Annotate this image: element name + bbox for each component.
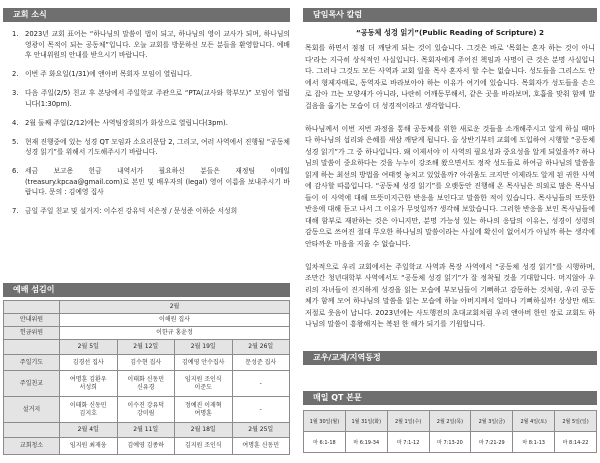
news-item: [8, 29, 290, 61]
news-item-number: 7.: [12, 207, 19, 215]
pastor-column-header: 담임목사 칼럼: [303, 8, 597, 22]
news-item: [8, 88, 290, 109]
dishes-line: 이수진 강유덕: [127, 401, 165, 409]
date-cell: 2월 26일: [232, 340, 290, 355]
news-item-number: 6.: [12, 167, 19, 175]
news-item-text: 금일 주일 친교 및 설거지: 이수진 강유덕 서은정 / 문성준 이하순 서성희: [25, 207, 238, 215]
fellowship-label: 주일친교: [4, 371, 60, 397]
news-item-text: 2월 둘째 주일(2/12)에는 사역팀장회의가 화상으로 열립니다(3pm).: [25, 118, 228, 127]
qt-passage-cell: 마 7:1-12: [387, 432, 429, 453]
news-item-text: 세금 보고용 헌금 내역서가 필요하신 분들은 재정팀 이메일 (treasury.kpcaa@gmail.com)로 본인 및 배우자의 (legal) 영어 이름을 보내주시기 바랍니다. 문의 : 김예영 집사: [25, 167, 290, 196]
month-row: [4, 301, 290, 314]
prayer-label: 주일기도: [4, 355, 60, 371]
news-item-number: 4.: [12, 118, 19, 127]
qt-date-cell: 2월 1일(수): [387, 411, 429, 432]
prayer-cell: 문성준 집사: [232, 355, 290, 371]
date-cell: 2월 11일: [117, 423, 175, 438]
qt-date-cell: 1월 31일(화): [345, 411, 387, 432]
fellowship-line: 서성희: [79, 383, 97, 391]
news-item: [8, 206, 290, 217]
fellowship-line: 이준도: [194, 383, 212, 391]
usher-value: 이해원 집사: [60, 314, 290, 327]
fellowship-cell: [60, 371, 118, 397]
news-item-number: 5.: [12, 137, 19, 146]
news-item-text: 다음 주일(2/5) 친교 후 본당에서 주일학교 주관으로 “PTA(교사와 학부모)” 모임이 열립니다(1:30pm).: [25, 89, 290, 108]
prayer-cell: 김경선 집사: [60, 355, 118, 371]
qt-date-cell: 2월 4일(토): [513, 411, 555, 432]
cleaning-cell: 김지원 조인식: [175, 438, 233, 455]
dishes-line: 이태화 신동민: [69, 401, 107, 409]
cleaning-cell: 여명훈 신동민: [232, 438, 290, 455]
dishes-line: 정예진 이재혁: [184, 401, 222, 409]
daily-qt-header: 매일 QT 본문: [303, 391, 597, 405]
date-corner-cell: [4, 423, 60, 438]
date-cell: 2월 4일: [60, 423, 118, 438]
qt-passage-cell: 마 8:1-13: [513, 432, 555, 453]
fellowship-line: 여명훈 김환우: [69, 375, 107, 383]
community-news-header: 교우/교계/지역동정: [303, 351, 597, 365]
usher-row: [4, 314, 290, 327]
dishes-line: 강미림: [137, 409, 155, 417]
month-cell: 2월: [60, 301, 290, 314]
dishes-line: -: [259, 405, 262, 413]
usher-label: 안내위원: [4, 314, 60, 327]
date-cell: 2월 19일: [175, 340, 233, 355]
worship-servers-header: 예배 섬김이: [3, 283, 290, 297]
qt-passage-cell: 마 6:1-18: [304, 432, 346, 453]
column-paragraph: 하나님께서 이번 저번 과정을 통해 공동체를 위한 새로운 것들을 소개해주시고 알게 하실 때마다 하나님의 섭리와 은혜를 새삼 깨닫게 됩니다. 올 상반기부터 교회에 도입하여 시행할 “공동체 성경 읽기”가 그 중 하나입니다. 왜 이제서야 이 사역의 필요성과 중요성을 알게 되었을까? 하나님의 말씀이 중요하다는 것을 누누이 강조해 왔으면서도 정작 성도들로 하여금 하나님의 말씀을 읽게 하는 최선의 방법을 여태껏 놓치고 있었을까? 아쉬움도 크지만 이제라도 알게 된 귀한 사역에 감사할 따름입니다. “공동체 성경 읽기”를 오랫동안 진행해 온 목사님은 의외로 많은 목사님들이 이 사역에 대해 뜨뜻미지근한 반응을 보인다고 말씀한 적이 있습니다. 목사님들의 뜨뜻한 반응에 대해 듣고 나서 그 이유가 무엇일까? 생각해 보았습니다. 그러한 반응을 보인 목사님들에 대해 함부로 재판하는 것은 아니지만, 분명 가능성 있는 하나의 응답의 이유는, 성경이 성령의 감동으로 쓰여진 절대 무오한 하나님의 말씀이라는 사실에 확신이 없어서가 아닐까 하는 생각에 안타까운 마음을 지울 수 없습니다.: [305, 124, 595, 248]
dishes-cell: [232, 397, 290, 423]
dishes-cell: [175, 397, 233, 423]
qt-passage-cell: 마 8:14-22: [555, 432, 597, 453]
fellowship-cell: [175, 371, 233, 397]
dishes-line: 김지호: [79, 409, 97, 417]
fellowship-line: 임지원 조인식: [184, 375, 222, 383]
dishes-row: [4, 397, 290, 423]
offering-value: 이한규 홍윤정: [60, 327, 290, 340]
dishes-line: 여명훈: [194, 409, 212, 417]
church-news-list: [8, 29, 290, 279]
fellowship-cell: [117, 371, 175, 397]
column-paragraph: 일차적으로 우리 교회에서는 주일학교 사역과 목장 사역에서 “공동체 성경 읽기”를 시행하며, 조만간 청년대학부 사역에서도 “공동체 성경 읽기”가 잘 정착될 것을 기대합니다. 머지않아 우리의 자녀들이 진지하게 성경을 읽는 모습에 부모님들이 기뻐하고 감동하는 것처럼, 우리 공동체가 함께 모여 하나님의 말씀을 읽는 모습에 하늘 아버지께서 얼마나 기뻐하실까! 상상만 해도 저절로 웃음이 납니다. 2023년에는 사도행전의 초대교회처럼 우리 앤아버 한인 장로 교회도 하나님의 말씀이 흥왕해지는 복된 한 해가 되기를 기원합니다.: [305, 262, 595, 328]
date-cell: 2월 12일: [117, 340, 175, 355]
cleaning-cell: 김예영 김종하: [117, 438, 175, 455]
news-item-text: 현재 진행중에 있는 성경 QT 모임과 소요리문답 2, 그리고, 여러 사역에서 진행될 “공동체 성경 읽기”를 위해서 기도해주시기 바랍니다.: [25, 137, 290, 156]
news-item: [8, 69, 290, 80]
offering-label: 헌금위원: [4, 327, 60, 340]
date-cell: 2월 5일: [60, 340, 118, 355]
worship-servers-table: [3, 300, 290, 455]
news-item-number: 2.: [12, 70, 19, 78]
qt-date-cell: 1월 30일(월): [304, 411, 346, 432]
fellowship-cell: [232, 371, 290, 397]
fellowship-line: 신유경: [137, 383, 155, 391]
dishes-label: 설거지: [4, 397, 60, 423]
date-cell: 2월 25일: [232, 423, 290, 438]
news-item-text: 2023년 교회 표어는 “하나님의 말씀이 법이 되고, 하나님의 영이 교사가 되며, 하나님의 영광이 목적이 되는 공동체”입니다. 오늘 교회를 방문하신 모든 분들을 환영합니다. 예배 후 안내위원의 안내를 받으시기 바랍니다.: [25, 30, 290, 59]
news-item: [8, 137, 290, 158]
prayer-row: [4, 355, 290, 371]
daily-qt-table: [303, 410, 597, 453]
fellowship-line: 이태화 신동민: [127, 375, 165, 383]
qt-date-cell: 2월 5일(일): [555, 411, 597, 432]
news-item: [8, 118, 290, 129]
date-corner-cell: [4, 340, 60, 355]
qt-date-cell: 2월 3일(금): [471, 411, 513, 432]
column-paragraph: 목회를 하면서 점점 더 깨닫게 되는 것이 있습니다. 그것은 바로 '목회는 혼자 하는 것이 아니다'라는 지극히 상식적인 사실입니다. 목회자에게 주어진 책임과 사명이 큰 것은 분명 사실입니다. 그러나 그것도 모든 사역과 교회 일을 목사 혼자서 할 수는 없습니다. 성도들을 그리스도 안에서 형제자매로, 동역자로 바라보아야 하는 이유가 여기에 있습니다. 목회자가 성도들을 손으로 잡아 끄는 모양새가 아니라, 나란히 어깨동무해서, 같은 곳을 바라보며, 호흡을 맞춰 함께 발걸음을 옮기는 모습이 더 성경적이라고 생각합니다.: [305, 44, 595, 110]
church-news-header: 교회 소식: [3, 8, 290, 22]
news-item-number: 1.: [12, 30, 19, 38]
news-item-text: 이번 주 화요일(1/31)에 앤아버 목회자 모임이 열립니다.: [25, 70, 193, 78]
cleaning-cell: 임지원 최재웅: [60, 438, 118, 455]
qt-dates-row: [304, 411, 597, 432]
cleaning-row: [4, 438, 290, 455]
qt-passages-row: [304, 432, 597, 453]
cleaning-label: 교회청소: [4, 438, 60, 455]
date-cell: 2월 18일: [175, 423, 233, 438]
news-item-number: 3.: [12, 89, 19, 97]
saturday-dates-row: [4, 423, 290, 438]
dishes-cell: [117, 397, 175, 423]
qt-passage-cell: 마 6:19-34: [345, 432, 387, 453]
qt-passage-cell: 마 7:21-29: [471, 432, 513, 453]
fellowship-row: [4, 371, 290, 397]
qt-date-cell: 2월 2일(목): [429, 411, 471, 432]
fellowship-line: -: [259, 379, 262, 387]
offering-row: [4, 327, 290, 340]
column-heading: “공동체 성경 읽기”(Public Reading of Scripture) 2: [355, 28, 545, 37]
month-corner-cell: [4, 301, 60, 314]
column-body: [305, 43, 595, 347]
news-item: [8, 166, 290, 198]
sunday-dates-row: [4, 340, 290, 355]
dishes-cell: [60, 397, 118, 423]
prayer-cell: 김수현 집사: [117, 355, 175, 371]
prayer-cell: 김예영 안수집사: [175, 355, 233, 371]
qt-passage-cell: 마 7:13-20: [429, 432, 471, 453]
